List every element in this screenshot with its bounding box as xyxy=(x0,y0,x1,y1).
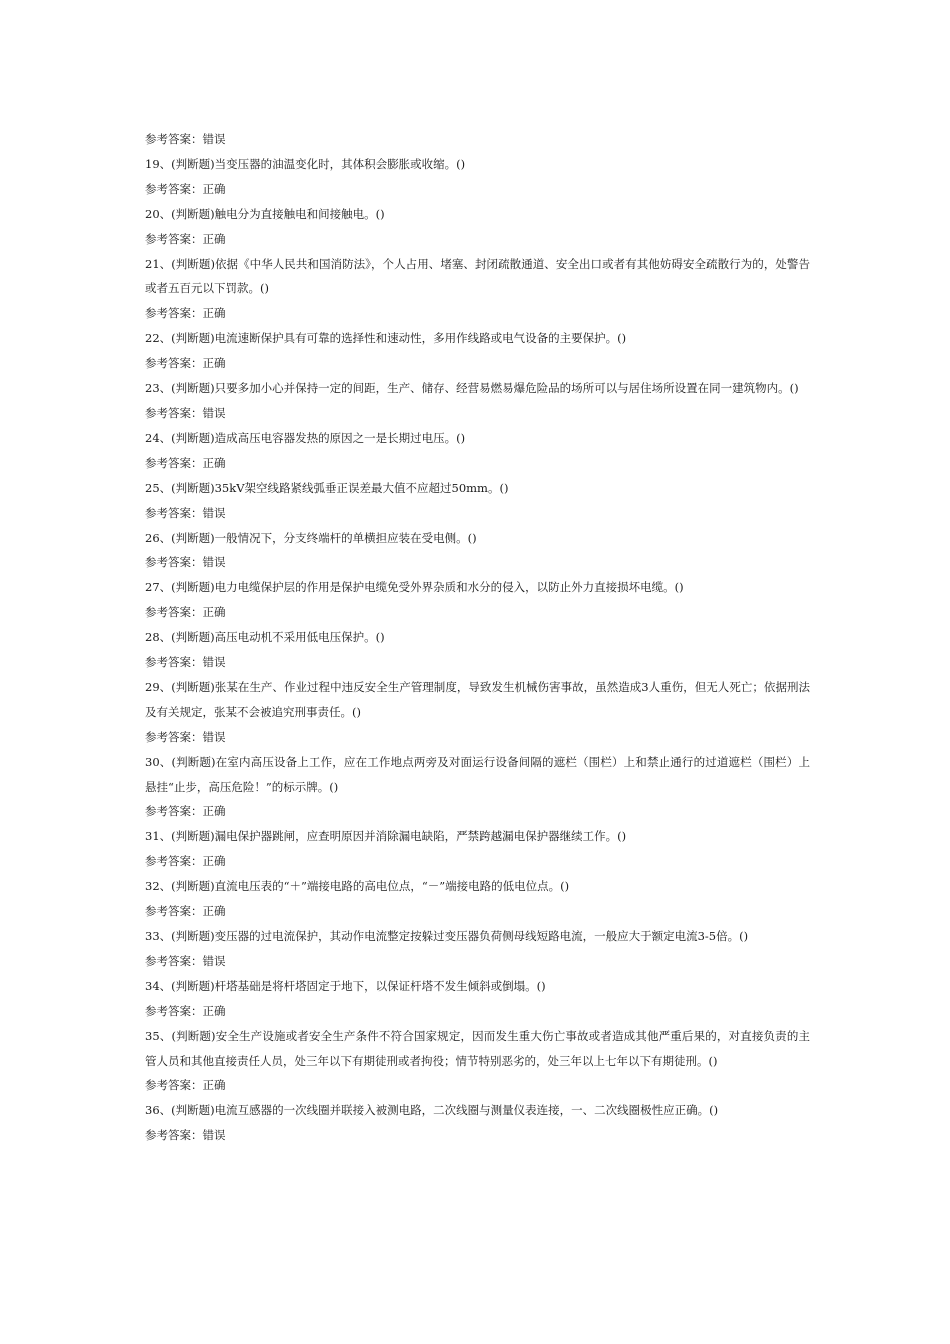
question-26: 26、(判断题)一般情况下，分支终端杆的单横担应装在受电侧。() xyxy=(145,530,477,545)
answer-32: 参考答案：正确 xyxy=(145,904,226,919)
question-31: 31、(判断题)漏电保护器跳闸，应查明原因并消除漏电缺陷，严禁跨越漏电保护器继续工作。() xyxy=(145,829,627,844)
question-28: 28、(判断题)高压电动机不采用低电压保护。() xyxy=(145,630,385,645)
question-33: 33、(判断题)变压器的过电流保护，其动作电流整定按躲过变压器负荷侧母线短路电流，一般应大于额定电流3-5倍。() xyxy=(145,929,749,943)
question-23: 23、(判断题)只要多加小心并保持一定的间距，生产、储存、经营易燃易爆危险品的场所可以与居住场所设置在同一建筑物内。() xyxy=(145,381,799,396)
answer-20: 参考答案：正确 xyxy=(145,231,226,246)
answer-line: 参考答案：错误 xyxy=(145,132,226,146)
question-22: 22、(判断题)电流速断保护具有可靠的选择性和速动性，多用作线路或电气设备的主要保护。() xyxy=(145,331,627,346)
answer-30: 参考答案：正确 xyxy=(145,804,226,819)
answer-36: 参考答案：错误 xyxy=(145,1128,226,1143)
question-34: 34、(判断题)杆塔基础是将杆塔固定于地下，以保证杆塔不发生倾斜或倒塌。() xyxy=(145,978,546,993)
question-20: 20、(判断题)触电分为直接触电和间接触电。() xyxy=(145,206,385,221)
question-35: 35、(判断题)安全生产设施或者安全生产条件不符合国家规定，因而发生重大伤亡事故或者造成其他严重后果的，对直接负责的主管人员和其他直接责任人员，处三年以下有期徒刑或者拘役；情节特别恶劣的，处三年以上七年以下有期徒刑。() xyxy=(145,1028,810,1068)
answer-31: 参考答案：正确 xyxy=(145,854,226,869)
answer-21: 参考答案：正确 xyxy=(145,306,226,321)
question-19: 19、(判断题)当变压器的油温变化时，其体积会膨胀或收缩。() xyxy=(145,156,466,171)
answer-24: 参考答案：正确 xyxy=(145,455,226,470)
question-27: 27、(判断题)电力电缆保护层的作用是保护电缆免受外界杂质和水分的侵入，以防止外力直接损坏电缆。() xyxy=(145,580,684,595)
question-32: 32、(判断题)直流电压表的“＋”端接电路的高电位点，“－”端接电路的低电位点。() xyxy=(145,879,570,894)
answer-22: 参考答案：正确 xyxy=(145,356,226,371)
answer-26: 参考答案：错误 xyxy=(145,555,226,570)
answer-28: 参考答案：错误 xyxy=(145,655,226,670)
answer-33: 参考答案：错误 xyxy=(145,953,226,968)
question-29: 29、(判断题)张某在生产、作业过程中违反安全生产管理制度，导致发生机械伤害事故，虽然造成3人重伤，但无人死亡；依据刑法及有关规定，张某不会被追究刑事责任。() xyxy=(145,679,810,719)
answer-34: 参考答案：正确 xyxy=(145,1003,226,1018)
answer-25: 参考答案：错误 xyxy=(145,505,226,520)
question-25: 25、(判断题)35kV架空线路紧线弧垂正误差最大值不应超过50mm。() xyxy=(145,480,509,495)
question-30: 30、(判断题)在室内高压设备上工作，应在工作地点两旁及对面运行设备间隔的遮栏（围栏）上和禁止通行的过道遮栏（围栏）上悬挂“止步，高压危险！”的标示牌。() xyxy=(145,754,810,794)
question-36: 36、(判断题)电流互感器的一次线圈并联接入被测电路，二次线圈与测量仪表连接，一、二次线圈极性应正确。() xyxy=(145,1103,719,1118)
answer-19: 参考答案：正确 xyxy=(145,181,226,196)
answer-23: 参考答案：错误 xyxy=(145,405,226,420)
answer-27: 参考答案：正确 xyxy=(145,605,226,620)
answer-29: 参考答案：错误 xyxy=(145,729,226,744)
exam-document xyxy=(145,127,810,1148)
question-24: 24、(判断题)造成高压电容器发热的原因之一是长期过电压。() xyxy=(145,430,466,445)
answer-35: 参考答案：正确 xyxy=(145,1078,226,1093)
question-21: 21、(判断题)依据《中华人民共和国消防法》，个人占用、堵塞、封闭疏散通道、安全出口或者有其他妨碍安全疏散行为的，处警告或者五百元以下罚款。() xyxy=(145,256,810,296)
